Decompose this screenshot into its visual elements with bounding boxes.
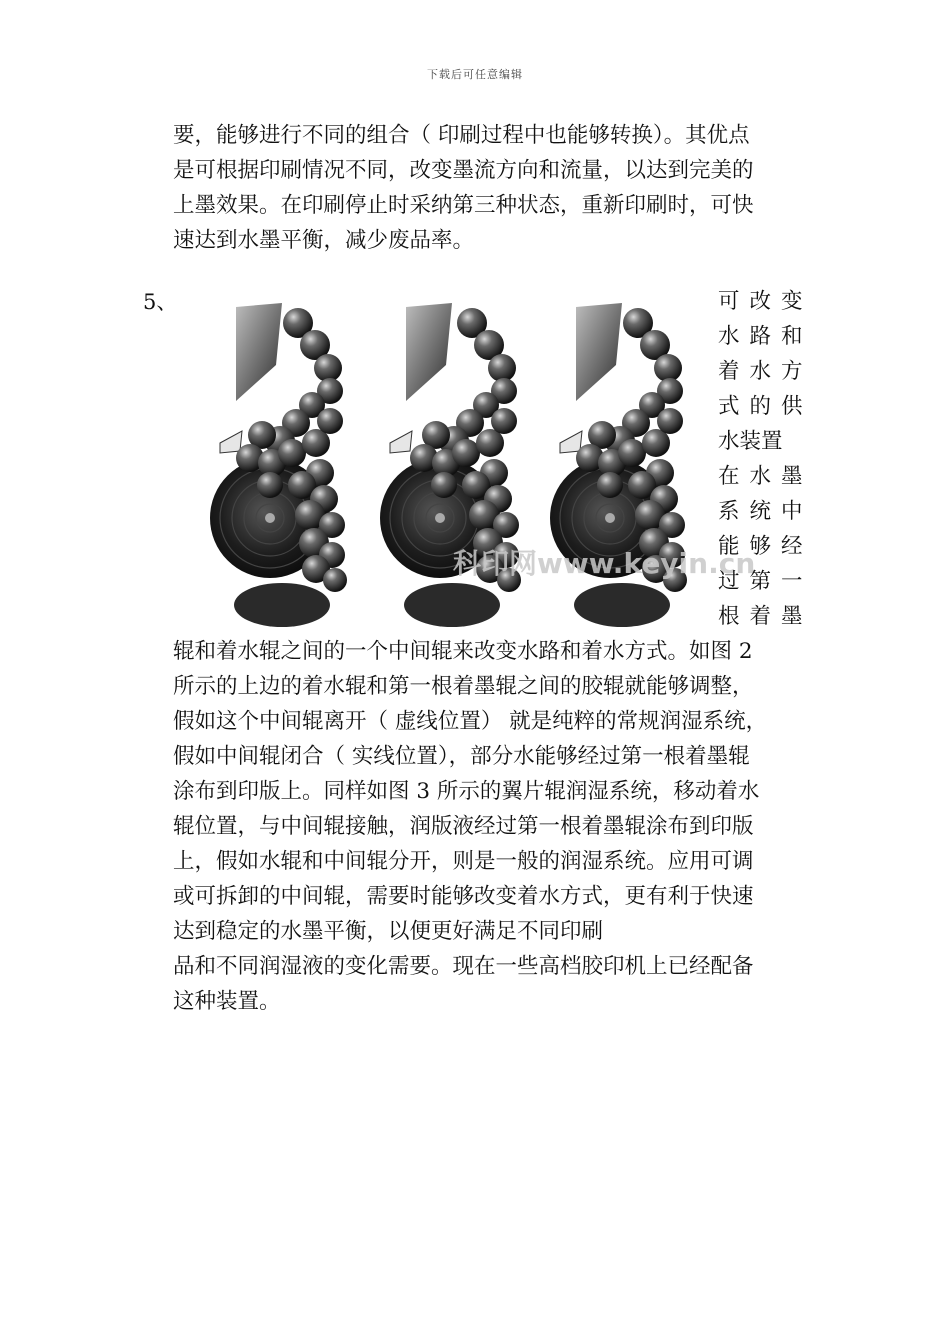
side-line: 水装置 — [718, 429, 783, 454]
roller-shape — [431, 472, 457, 498]
roller-shape — [618, 439, 646, 467]
blanket-cylinder-shape — [404, 583, 500, 627]
cylinder-hub-shape — [435, 513, 445, 523]
water-pan-shape — [390, 431, 412, 453]
roller-shape — [317, 408, 343, 434]
paragraph-line: 速达到水墨平衡，减少废品率。 — [173, 228, 475, 253]
ink-fountain-shape — [576, 303, 622, 401]
paragraph-line: 涂布到印版上。同样如图 3 所示的翼片辊润湿系统，移动着水 — [173, 779, 760, 804]
roller-shape — [491, 408, 517, 434]
side-line: 能够经 — [718, 534, 813, 559]
roller-shape — [257, 472, 283, 498]
paragraph-line: 假如这个中间辊离开（ 虚线位置） 就是纯粹的常规润湿系统， — [173, 709, 768, 734]
ink-fountain-shape — [236, 303, 282, 401]
item-number: 5、 — [143, 290, 178, 314]
ink-fountain-shape — [406, 303, 452, 401]
paragraph-line: 品和不同润湿液的变化需要。现在一些高档胶印机上已经配备 — [173, 954, 754, 979]
side-line: 可改变 — [718, 289, 813, 314]
roller-shape — [314, 354, 342, 382]
paragraph-line: 这种装置。 — [173, 989, 281, 1014]
page-header: 下载后可任意编辑 — [427, 68, 523, 81]
roller-shape — [597, 472, 623, 498]
side-line: 着水方 — [718, 359, 813, 384]
side-text-column — [718, 284, 813, 634]
roller-shape — [323, 568, 347, 592]
roller-shape — [452, 439, 480, 467]
cylinder-hub-shape — [265, 513, 275, 523]
paragraph-line: 是可根据印刷情况不同，改变墨流方向和流量，以达到完美的 — [173, 158, 754, 183]
side-line: 系统中 — [718, 499, 813, 524]
paragraph-line: 辊和着水辊之间的一个中间辊来改变水路和着水方式。如图 2 — [173, 639, 753, 664]
roller-shape — [654, 354, 682, 382]
water-pan-shape — [220, 431, 242, 453]
paragraph-line: 要，能够进行不同的组合（ 印刷过程中也能够转换）。其优点 — [173, 123, 750, 148]
paragraph-line: 所示的上边的着水辊和第一根着墨辊之间的胶辊就能够调整， — [173, 674, 754, 699]
paragraph-2 — [173, 634, 807, 1019]
roller-panel — [210, 303, 347, 627]
side-line: 水路和 — [718, 324, 813, 349]
roller-shape — [657, 408, 683, 434]
paragraph-line: 上墨效果。在印刷停止时采纳第三种状态，重新印刷时，可快 — [173, 193, 754, 218]
water-pan-shape — [560, 431, 582, 453]
paragraph-line: 上，假如水辊和中间辊分开，则是一般的润湿系统。应用可调 — [173, 849, 754, 874]
paragraph-1 — [173, 118, 807, 258]
side-line: 根着墨 — [718, 604, 813, 629]
side-line: 过第一 — [718, 569, 813, 594]
blanket-cylinder-shape — [574, 583, 670, 627]
side-line: 式的供 — [718, 394, 813, 419]
watermark-text: 科印网www.keyin.cn — [453, 547, 756, 580]
side-line: 在水墨 — [718, 464, 813, 489]
paragraph-line: 达到稳定的水墨平衡，以便更好满足不同印刷 — [173, 919, 604, 944]
paragraph-line: 假如中间辊闭合（ 实线位置），部分水能够经过第一根着墨辊 — [173, 744, 750, 769]
cylinder-hub-shape — [605, 513, 615, 523]
paragraph-line: 辊位置，与中间辊接触，润版液经过第一根着墨辊涂布到印版 — [173, 814, 754, 839]
blanket-cylinder-shape — [234, 583, 330, 627]
roller-shape — [278, 439, 306, 467]
roller-shape — [488, 354, 516, 382]
paragraph-line: 或可拆卸的中间辊，需要时能够改变着水方式，更有利于快速 — [173, 884, 754, 909]
